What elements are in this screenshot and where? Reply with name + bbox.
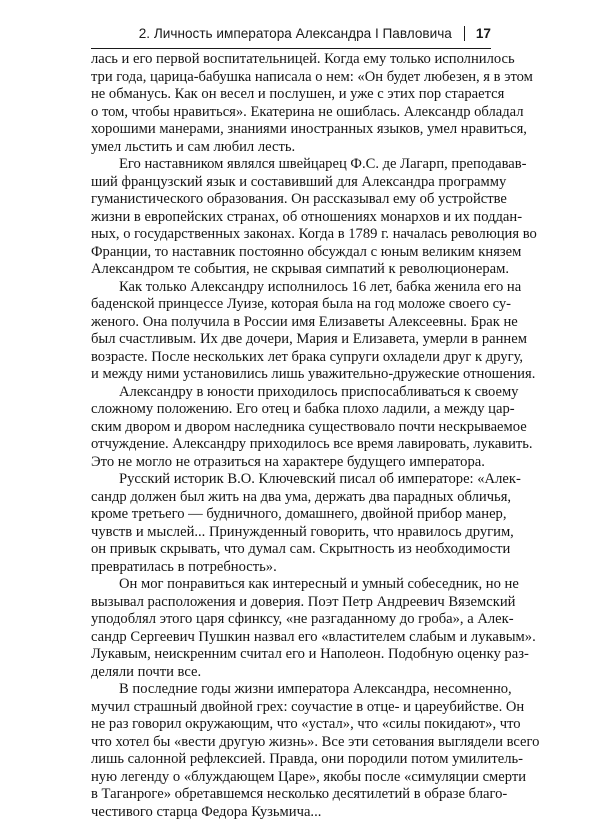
header-separator [464, 26, 465, 41]
text-line: баденской принцессе Луизе, которая была на год моложе своего су- [91, 296, 491, 314]
paragraph [91, 384, 491, 472]
text-line: лишь салонной рефлексией. Правда, они породили потом умилитель- [91, 751, 491, 769]
text-line: о том, чтобы нравиться». Екатерина не ошиблась. Александр обладал [91, 104, 491, 122]
paragraph [91, 576, 491, 681]
text-line: Как только Александру исполнилось 16 лет, бабка женила его на [91, 279, 491, 297]
text-line: и между ними установились лишь уважительно-дружеские отношения. [91, 366, 491, 384]
text-line: не раз говорил окружающим, что «устал», что «силы покидают», что [91, 716, 491, 734]
text-line: В последние годы жизни императора Александра, несомненно, [91, 681, 491, 699]
text-line: Александру в юности приходилось приспосабливаться к своему [91, 384, 491, 402]
paragraph [91, 471, 491, 576]
running-head [139, 26, 491, 41]
text-line: Александром те события, не скрывая симпатий к революционерам. [91, 261, 491, 279]
header-rule [91, 48, 491, 49]
text-line: Его наставником являлся швейцарец Ф.С. де Лагарп, преподавав- [91, 156, 491, 174]
text-line: три года, царица-бабушка написала о нем: «Он будет любезен, я в этом [91, 69, 491, 87]
text-line: Франции, то наставник постоянно обсуждал с юным великим князем [91, 244, 491, 262]
text-line: чувств и мыслей... Принужденный говорить, что нравилось другим, [91, 524, 491, 542]
text-line: деляли почти все. [91, 664, 491, 682]
text-line: не обманусь. Как он весел и послушен, и уже с этих пор старается [91, 86, 491, 104]
text-line: сандр должен был жить на два ума, держать два парадных обличья, [91, 489, 491, 507]
section-title: 2. Личность императора Александра I Павловича [139, 26, 452, 41]
text-line: вызывал расположения и доверия. Поэт Петр Андреевич Вяземский [91, 594, 491, 612]
text-line: ных, о государственных законах. Когда в 1789 г. началась революция во [91, 226, 491, 244]
text-line: женого. Она получила в России имя Елизаветы Алексеевны. Брак не [91, 314, 491, 332]
text-line: Он мог понравиться как интересный и умный собеседник, но не [91, 576, 491, 594]
text-line: ским двором и двором наследника существовало почти нескрываемое [91, 419, 491, 437]
text-line: уподоблял этого царя сфинксу, «не разгаданному до гроба», а Алек- [91, 611, 491, 629]
paragraph [91, 681, 491, 821]
text-line: честивого старца Федора Кузьмича... [91, 804, 491, 821]
text-line: ший французский язык и составивший для Александра программу [91, 174, 491, 192]
text-line: возрасте. После нескольких лет брака супруги охладели друг к другу, [91, 349, 491, 367]
text-line: ную легенду о «блуждающем Царе», якобы после «симуляции смерти [91, 769, 491, 787]
text-line: превратилась в потребность». [91, 559, 491, 577]
paragraph [91, 279, 491, 384]
page-number: 17 [476, 26, 491, 41]
text-line: в Таганроге» обретавшемся несколько десятилетий в образе благо- [91, 786, 491, 804]
text-line: Это не могло не отразиться на характере будущего императора. [91, 454, 491, 472]
text-line: лась и его первой воспитательницей. Когда ему только исполнилось [91, 51, 491, 69]
paragraph [91, 156, 491, 279]
text-line: умел льстить и сам любил лесть. [91, 139, 491, 157]
text-line: хорошими манерами, знаниями иностранных языков, умел нравиться, [91, 121, 491, 139]
text-line: Лукавым, неискренним считал его и Наполеон. Подобную оценку раз- [91, 646, 491, 664]
text-line: сандр Сергеевич Пушкин назвал его «властителем слабым и лукавым». [91, 629, 491, 647]
text-line: что хотел бы «вести другую жизнь». Все эти сетования выглядели всего [91, 734, 491, 752]
text-line: сложному положению. Его отец и бабка плохо ладили, а между цар- [91, 401, 491, 419]
text-line: он привык скрывать, что думал сам. Скрытность из необходимости [91, 541, 491, 559]
body-text [91, 51, 491, 821]
text-line: кроме третьего — будничного, домашнего, двойной прибор манер, [91, 506, 491, 524]
text-line: отчуждение. Александру приходилось все время лавировать, лукавить. [91, 436, 491, 454]
text-line: мучил страшный двойной грех: соучастие в отце- и цареубийстве. Он [91, 699, 491, 717]
text-line: Русский историк В.О. Ключевский писал об императоре: «Алек- [91, 471, 491, 489]
text-line: жизни в европейских странах, об отношениях монархов и их поддан- [91, 209, 491, 227]
text-line: гуманистического образования. Он рассказывал ему об устройстве [91, 191, 491, 209]
text-line: был счастливым. Их две дочери, Мария и Елизавета, умерли в раннем [91, 331, 491, 349]
paragraph [91, 51, 491, 156]
